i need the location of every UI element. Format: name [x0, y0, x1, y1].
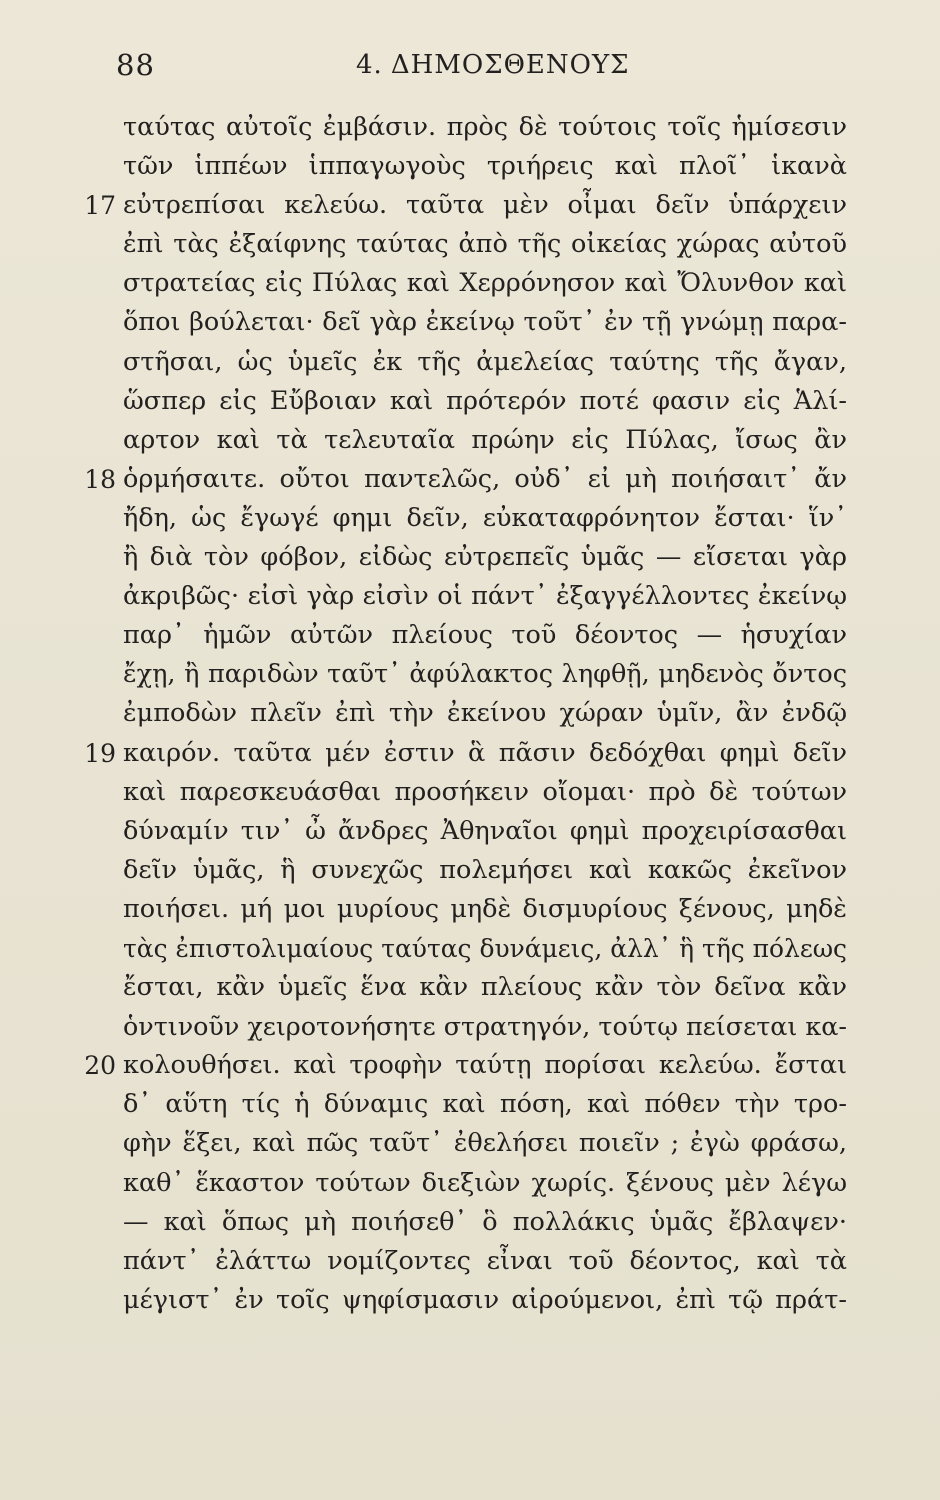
text-line — [0, 108, 940, 147]
line-text: μέγιστ᾽ ἐν τοῖς ψηφίσμασιν αἱρούμενοι, ἐπὶ τῷ πράτ- — [123, 1284, 847, 1315]
text-line — [0, 655, 940, 694]
body-text — [0, 108, 940, 1320]
text-line — [0, 147, 940, 186]
line-text: κολουθήσει. καὶ τροφὴν ταύτῃ πορίσαι κελεύω. ἔσται — [123, 1050, 847, 1081]
line-text: στρατείας εἰς Πύλας καὶ Χερρόνησον καὶ Ὄλυνθον καὶ — [123, 268, 847, 299]
text-line — [0, 1124, 940, 1163]
line-text: ἤδη, ὡς ἔγωγέ φημι δεῖν, εὐκαταφρόνητον ἔσται· ἵν᾽ — [123, 502, 847, 533]
text-line — [0, 421, 940, 460]
line-text: ἐμποδὼν πλεῖν ἐπὶ τὴν ἐκείνου χώραν ὑμῖν, ἂν ἐνδῷ — [123, 698, 847, 729]
line-text: εὐτρεπίσαι κελεύω. ταῦτα μὲν οἶμαι δεῖν ὑπάρχειν — [123, 190, 847, 221]
line-text: δ᾽ αὕτη τίς ἡ δύναμις καὶ πόση, καὶ πόθεν τὴν τρο- — [123, 1089, 847, 1120]
line-text: ὥσπερ εἰς Εὔβοιαν καὶ πρότερόν ποτέ φασιν εἰς Ἁλί- — [123, 385, 847, 416]
line-text: πάντ᾽ ἐλάττω νομίζοντες εἶναι τοῦ δέοντος, καὶ τὰ — [123, 1245, 847, 1276]
line-text: ἢ διὰ τὸν φόβον, εἰδὼς εὐτρεπεῖς ὑμᾶς — εἴσεται γὰρ — [123, 542, 847, 573]
text-line — [0, 1164, 940, 1203]
text-line — [0, 577, 940, 616]
line-text: παρ᾽ ἡμῶν αὐτῶν πλείους τοῦ δέοντος — ἡσυχίαν — [123, 620, 847, 651]
line-text: ὁντινοῦν χειροτονήσητε στρατηγόν, τούτῳ πείσεται κα- — [123, 1011, 847, 1042]
text-line — [0, 186, 940, 225]
text-line — [0, 1085, 940, 1124]
text-line — [0, 1203, 940, 1242]
line-text: — καὶ ὅπως μὴ ποιήσεθ᾽ ὃ πολλάκις ὑμᾶς ἔβλαψεν· — [123, 1206, 847, 1237]
text-line — [0, 734, 940, 773]
text-line — [0, 343, 940, 382]
page-header — [0, 48, 940, 88]
text-line — [0, 890, 940, 929]
line-text: ἀκριβῶς· εἰσὶ γὰρ εἰσὶν οἱ πάντ᾽ ἐξαγγέλλοντες ἐκείνῳ — [123, 581, 847, 612]
line-text: αρτον καὶ τὰ τελευταῖα πρώην εἰς Πύλας, ἴσως ἂν — [123, 424, 847, 455]
running-head-title: ΔΗΜΟΣΘΕΝΟΥΣ — [390, 50, 630, 80]
text-line — [0, 1046, 940, 1085]
text-line — [0, 499, 940, 538]
text-line — [0, 812, 940, 851]
text-line — [0, 968, 940, 1007]
text-line — [0, 929, 940, 968]
line-text: ὅποι βούλεται· δεῖ γὰρ ἐκείνῳ τοῦτ᾽ ἐν τῇ γνώμῃ παρα- — [123, 307, 847, 338]
running-head — [356, 50, 638, 80]
line-text: τῶν ἱππέων ἱππαγωγοὺς τριήρεις καὶ πλοῖ᾽ ἱκανὰ — [123, 151, 847, 182]
text-line — [0, 851, 940, 890]
text-line — [0, 264, 940, 303]
line-text: καθ᾽ ἕκαστον τούτων διεξιὼν χωρίς. ξένους μὲν λέγω — [123, 1167, 847, 1198]
text-line — [0, 303, 940, 342]
line-text: ἔχῃ, ἢ παριδὼν ταῦτ᾽ ἀφύλακτος ληφθῇ, μηδενὸς ὄντος — [123, 659, 847, 690]
section-number: 19 — [84, 738, 116, 768]
line-text: φὴν ἕξει, καὶ πῶς ταῦτ᾽ ἐθελήσει ποιεῖν ; ἐγὼ φράσω, — [123, 1128, 847, 1159]
line-text: δεῖν ὑμᾶς, ἣ συνεχῶς πολεμήσει καὶ κακῶς ἐκεῖνον — [123, 854, 847, 885]
text-line — [0, 773, 940, 812]
section-number: 20 — [84, 1051, 116, 1081]
line-text: τὰς ἐπιστολιμαίους ταύτας δυνάμεις, ἀλλ᾽ ἣ τῆς πόλεως — [123, 933, 847, 963]
line-text: στῆσαι, ὡς ὑμεῖς ἐκ τῆς ἀμελείας ταύτης τῆς ἄγαν, — [123, 346, 847, 377]
line-text: ἔσται, κἂν ὑμεῖς ἕνα κἂν πλείους κἂν τὸν δεῖνα κἂν — [123, 972, 847, 1003]
text-line — [0, 616, 940, 655]
line-text: καιρόν. ταῦτα μέν ἐστιν ἃ πᾶσιν δεδόχθαι φημὶ δεῖν — [123, 737, 847, 768]
line-text: ταύτας αὐτοῖς ἐμβάσιν. πρὸς δὲ τούτοις τοῖς ἡμίσεσιν — [123, 112, 847, 142]
page-number: 88 — [116, 48, 155, 82]
line-text: ἐπὶ τὰς ἐξαίφνης ταύτας ἀπὸ τῆς οἰκείας χώρας αὐτοῦ — [123, 229, 847, 260]
text-line — [0, 382, 940, 421]
line-text: ὁρμήσαιτε. οὔτοι παντελῶς, οὐδ᾽ εἰ μὴ ποιήσαιτ᾽ ἄν — [123, 463, 847, 494]
text-line — [0, 460, 940, 499]
line-text: ποιήσει. μή μοι μυρίους μηδὲ δισμυρίους ξένους, μηδὲ — [123, 893, 847, 924]
text-line — [0, 1242, 940, 1281]
text-line — [0, 1281, 940, 1320]
section-number: 18 — [84, 464, 116, 494]
text-line — [0, 1007, 940, 1046]
text-line — [0, 694, 940, 733]
line-text: δύναμίν τιν᾽ ὦ ἄνδρες Ἀθηναῖοι φημὶ προχειρίσασθαι — [123, 815, 847, 846]
section-number: 17 — [84, 191, 116, 221]
line-text: καὶ παρεσκευάσθαι προσήκειν οἴομαι· πρὸ δὲ τούτων — [123, 776, 847, 807]
text-line — [0, 225, 940, 264]
running-head-section: 4. — [356, 50, 383, 80]
text-line — [0, 538, 940, 577]
